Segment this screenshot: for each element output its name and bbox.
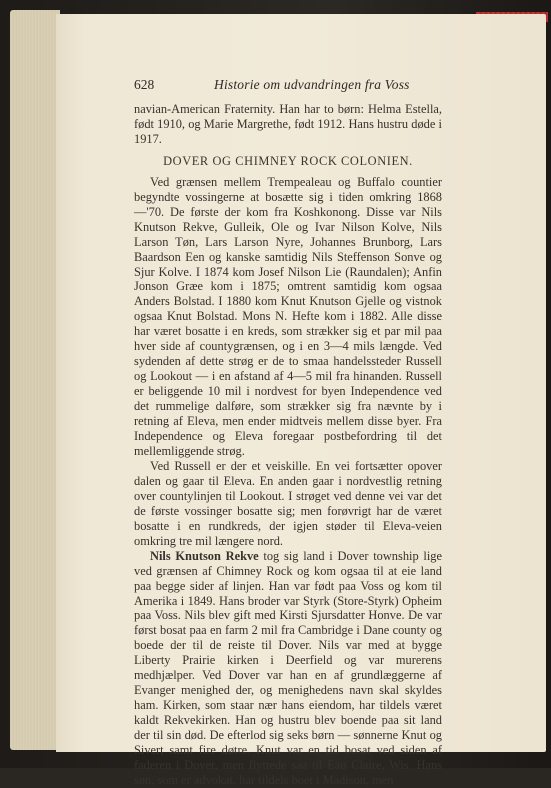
paragraph: Ved Russell er der et veiskille. En vei fortsætter opover dalen og gaar til Eleva. En anden gaar i nordvestlig retning over countylinjen til Lookout. I strøget ved denne vei var det de første vossinger bosatte sig; men forøvrigt har de været bosatte i en rundkreds, der igjen støder til Eleva-veien omkring tre mil længere nord. [134, 458, 442, 548]
page-number: 628 [134, 77, 155, 92]
person-name: Nils Knutson Rekve [150, 548, 259, 563]
body-text [134, 102, 442, 788]
section-heading: DOVER OG CHIMNEY ROCK COLONIEN. [163, 153, 413, 168]
paragraph: Ved grænsen mellem Trempealeau og Buffalo countier begyndte vossingerne at bosætte sig i tiden omkring 1868—'70. De første der kom fra Koshkonong. Disse var Nils Knutson Rekve, Gulleik, Ole og Ivar Nilson Kolve, Nils Larson Tøn, Lars Larson Nyre, Johannes Brunborg, Lars Baardson Een og kanske samtidig Nils Steffenson Sonve og Sjur Kolve. I 1874 kom Josef Nilson Lie (Raundalen); Anfin Jonson Græe kom i 1875; omtrent samtidig kom ogsaa Anders Bolstad. I 1880 kom Knut Knutson Gjelle og vistnok ogsaa Knut Bolstad. Mons N. Hefte kom i 1882. Alle disse har været bosatte i en kreds, som strækker sig et par mil paa hver side af countygrænsen, og i en 3—4 mils længde. Ved sydenden af dette strøg er de to smaa handelssteder Russell og Lookout — i en afstand af 4—5 mil fra hinanden. Russell er beliggende 10 mil i nordvest for byen Independence ved det rummelige dalføre, som strækker sig fra nævnte by i retning af Eleva, men ender midtveis mellem disse byer. Fra Independence og Eleva foregaar postbefordring til det mellemliggende strøg. [134, 174, 442, 458]
intro-paragraph: navian-American Fraternity. Han har to børn: Helma Estella, født 1910, og Marie Margrethe, født 1912. Hans hustru døde i 1917. [134, 102, 442, 146]
paragraph-text: tog sig land i Dover township lige ved grænsen af Chimney Rock og kom ogsaa til at eie land paa begge sider af linjen. Han var født paa Voss og kom til Amerika i 1849. Hans broder var Styrk (Store-Styrk) Opheim paa Voss. Nils blev gift med Kirsti Sjursdatter Honve. De var først bosat paa en farm 2 mil fra Cambridge i Dane county og boede der til de reiste til Dover. Nils var med at bygge Liberty Prairie kirken i Deerfield og var murerens medhjælper. Ved Dover var han en af grundlæggerne af Evanger menighed der, og menighedens navn skal skyldes ham. Kirken, som staar nær hans eiendom, har tildels været kaldt Rekvekirken. Han og hustru blev boende paa sit land der til sin død. De efterlod sig seks børn — sønnerne Knut og Sivert samt fire døtre. Knut var en tid bosat ved siden af faderen i Dover, men flyttede saa til Eau Claire, Wis. Hans søn, som er advokat, har tildels boet i Madison, men [134, 548, 442, 787]
page-edges [10, 10, 60, 750]
paragraph [134, 549, 442, 788]
running-title: Historie om udvandringen fra Voss [214, 77, 410, 92]
